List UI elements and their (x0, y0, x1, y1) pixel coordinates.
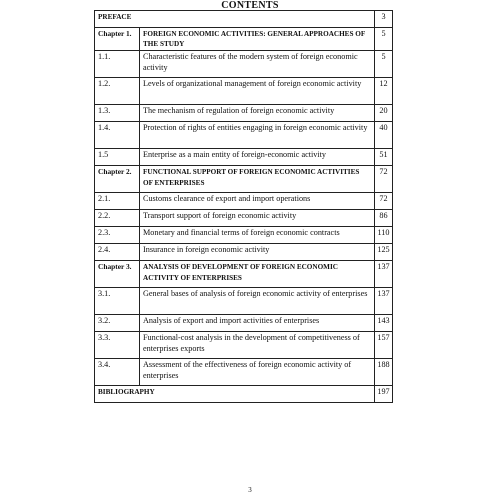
toc-page-number: 5 (375, 28, 393, 51)
toc-page-number: 72 (375, 193, 393, 210)
toc-chapter-title: ANALYSIS OF DEVELOPMENT OF FOREIGN ECONOMIC ACTIVITY OF ENTERPRISES (140, 261, 375, 288)
toc-heading: PREFACE (95, 11, 375, 28)
toc-heading: BIBLIOGRAPHY (95, 386, 375, 403)
toc-number: 2.1. (95, 193, 140, 210)
toc-section-title: Analysis of export and import activities of enterprises (140, 315, 375, 332)
toc-number: 3.1. (95, 288, 140, 315)
toc-number: 2.4. (95, 244, 140, 261)
toc-section-title: Transport support of foreign economic activity (140, 210, 375, 227)
toc-section-title: Enterprise as a main entity of foreign-economic activity (140, 149, 375, 166)
toc-row (95, 166, 393, 193)
toc-page-number: 125 (375, 244, 393, 261)
toc-section-title: Characteristic features of the modern system of foreign economic activity (140, 51, 375, 78)
toc-row (95, 51, 393, 78)
toc-section-title: Customs clearance of export and import operations (140, 193, 375, 210)
toc-row (95, 210, 393, 227)
toc-number: Chapter 1. (95, 28, 140, 51)
toc-number: 1.1. (95, 51, 140, 78)
toc-row (95, 11, 393, 28)
toc-row (95, 227, 393, 244)
toc-row (95, 315, 393, 332)
toc-section-title: Assessment of the effectiveness of foreign economic activity of enterprises (140, 359, 375, 386)
toc-page-number: 137 (375, 288, 393, 315)
toc-row (95, 78, 393, 105)
toc-page-number: 157 (375, 332, 393, 359)
toc-page-number: 110 (375, 227, 393, 244)
toc-row (95, 261, 393, 288)
toc-section-title: Functional-cost analysis in the development of competitiveness of enterprises exports (140, 332, 375, 359)
toc-row (95, 288, 393, 315)
toc-number: 1.3. (95, 105, 140, 122)
toc-page-number: 12 (375, 78, 393, 105)
toc-row (95, 149, 393, 166)
toc-page-number: 5 (375, 51, 393, 78)
contents-body (95, 11, 393, 403)
toc-row (95, 386, 393, 403)
toc-number: 3.3. (95, 332, 140, 359)
toc-number: 2.3. (95, 227, 140, 244)
contents-table (94, 10, 393, 403)
toc-number: 3.2. (95, 315, 140, 332)
toc-page-number: 40 (375, 122, 393, 149)
toc-page-number: 137 (375, 261, 393, 288)
toc-section-title: Levels of organizational management of foreign economic activity (140, 78, 375, 105)
toc-section-title: Monetary and financial terms of foreign economic contracts (140, 227, 375, 244)
toc-section-title: Protection of rights of entities engaging in foreign economic activity (140, 122, 375, 149)
toc-number: 1.5 (95, 149, 140, 166)
toc-page-number: 188 (375, 359, 393, 386)
toc-row (95, 28, 393, 51)
toc-row (95, 332, 393, 359)
toc-number: 2.2. (95, 210, 140, 227)
toc-page-number: 86 (375, 210, 393, 227)
toc-chapter-title: FUNCTIONAL SUPPORT OF FOREIGN ECONOMIC ACTIVITIES OF ENTERPRISES (140, 166, 375, 193)
toc-chapter-title: FOREIGN ECONOMIC ACTIVITIES: GENERAL APPROACHES OF THE STUDY (140, 28, 375, 51)
toc-row (95, 105, 393, 122)
toc-number: 1.4. (95, 122, 140, 149)
footer-page-number: 3 (248, 486, 252, 494)
toc-section-title: The mechanism of regulation of foreign economic activity (140, 105, 375, 122)
toc-page-number: 197 (375, 386, 393, 403)
toc-section-title: General bases of analysis of foreign economic activity of enterprises (140, 288, 375, 315)
toc-number: 3.4. (95, 359, 140, 386)
toc-row (95, 122, 393, 149)
toc-page-number: 72 (375, 166, 393, 193)
toc-row (95, 244, 393, 261)
page-title: CONTENTS (221, 0, 279, 11)
toc-row (95, 359, 393, 386)
toc-number: Chapter 2. (95, 166, 140, 193)
toc-section-title: Insurance in foreign economic activity (140, 244, 375, 261)
toc-page-number: 3 (375, 11, 393, 28)
toc-page-number: 20 (375, 105, 393, 122)
toc-page-number: 143 (375, 315, 393, 332)
toc-page-number: 51 (375, 149, 393, 166)
toc-number: 1.2. (95, 78, 140, 105)
toc-number: Chapter 3. (95, 261, 140, 288)
toc-row (95, 193, 393, 210)
